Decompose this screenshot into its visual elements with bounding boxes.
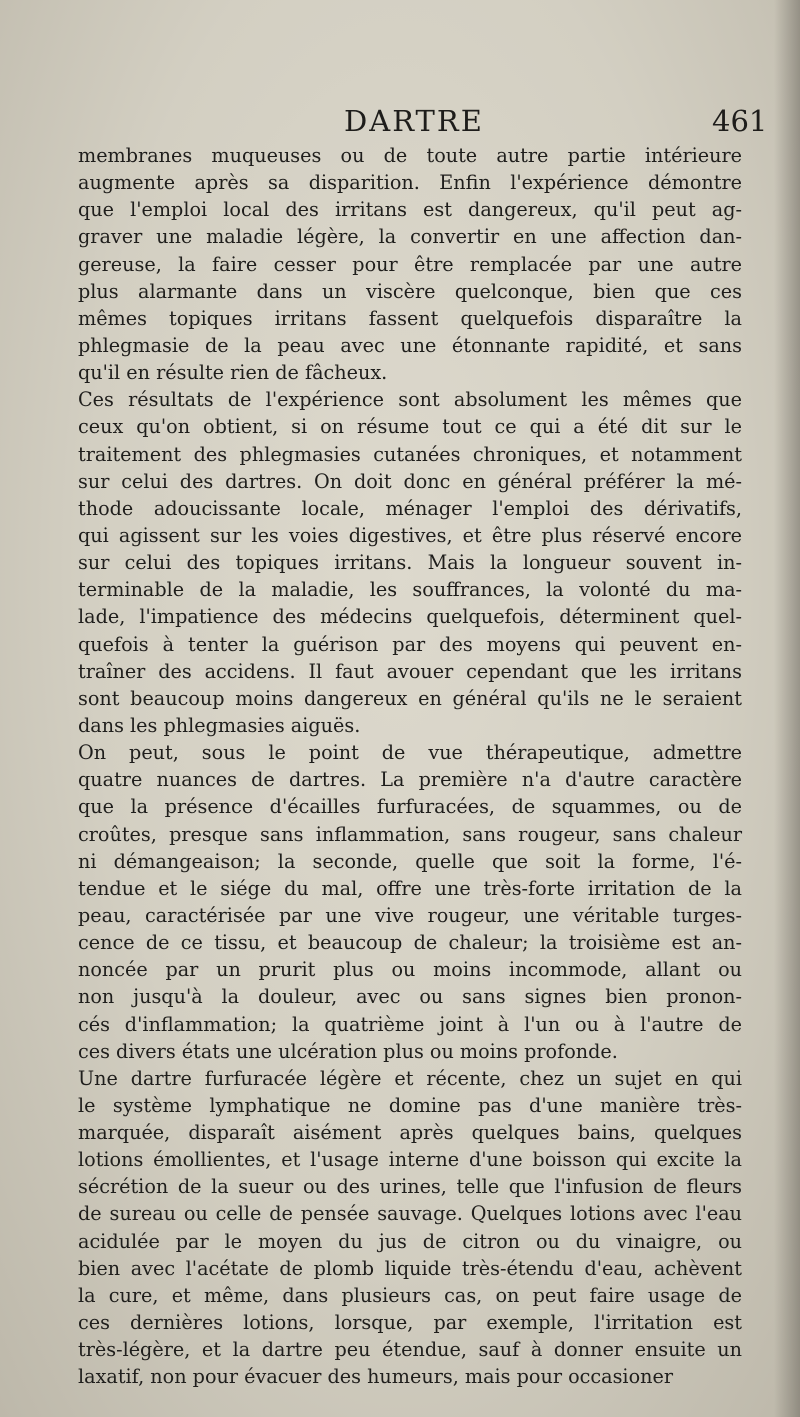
text-line: terminable de la maladie, les souffrances, la volonté du ma- bbox=[78, 578, 742, 602]
text-line: sur celui des topiques irritans. Mais la longueur souvent in- bbox=[78, 551, 742, 575]
paragraph bbox=[78, 739, 742, 1065]
text-line: membranes muqueuses ou de toute autre partie intérieure bbox=[78, 144, 742, 167]
text-line: laxatif, non pour évacuer des humeurs, mais pour occasioner bbox=[78, 1365, 673, 1389]
text-line: ni démangeaison; la seconde, quelle que soit la forme, l'é- bbox=[78, 849, 742, 873]
running-title: DARTRE bbox=[344, 104, 484, 138]
page-number: 461 bbox=[712, 104, 768, 138]
text-line: ces dernières lotions, lorsque, par exemple, l'irritation est bbox=[78, 1311, 742, 1335]
text-line: croûtes, presque sans inflammation, sans rougeur, sans chaleur bbox=[78, 822, 742, 846]
text-line: traitement des phlegmasies cutanées chroniques, et notamment bbox=[78, 442, 742, 466]
text-line: On peut, sous le point de vue thérapeutique, admettre bbox=[78, 741, 742, 765]
text-line: gereuse, la faire cesser pour être remplacée par une autre bbox=[78, 252, 742, 276]
text-line: marquée, disparaît aisément après quelques bains, quelques bbox=[78, 1121, 742, 1145]
text-line: quefois à tenter la guérison par des moyens qui peuvent en- bbox=[78, 632, 742, 656]
text-line: sécrétion de la sueur ou des urines, telle que l'infusion de fleurs bbox=[78, 1175, 742, 1199]
paragraph bbox=[78, 142, 742, 386]
text-line: dans les phlegmasies aiguës. bbox=[78, 713, 361, 737]
text-line: tendue et le siége du mal, offre une très-forte irritation de la bbox=[78, 876, 742, 900]
text-line: sur celui des dartres. On doit donc en général préférer la mé- bbox=[78, 469, 742, 493]
text-line: acidulée par le moyen du jus de citron ou du vinaigre, ou bbox=[78, 1229, 742, 1253]
paragraph bbox=[78, 1065, 742, 1391]
text-line: non jusqu'à la douleur, avec ou sans signes bien pronon- bbox=[78, 985, 742, 1009]
text-line: phlegmasie de la peau avec une étonnante rapidité, et sans bbox=[78, 333, 742, 357]
text-line: Ces résultats de l'expérience sont absolument les mêmes que bbox=[78, 388, 742, 412]
text-line: lade, l'impatience des médecins quelquefois, déterminent quel- bbox=[78, 605, 742, 629]
text-line: Une dartre furfuracée légère et récente, chez un sujet en qui bbox=[78, 1066, 742, 1090]
text-line: cés d'inflammation; la quatrième joint à l'un ou à l'autre de bbox=[78, 1012, 742, 1036]
page-header bbox=[0, 104, 800, 144]
text-line: qu'il en résulte rien de fâcheux. bbox=[78, 361, 388, 385]
text-line: qui agissent sur les voies digestives, et être plus réservé encore bbox=[78, 523, 742, 547]
text-line: la cure, et même, dans plusieurs cas, on peut faire usage de bbox=[78, 1283, 742, 1307]
text-line: graver une maladie légère, la convertir en une affection dan- bbox=[78, 225, 742, 249]
text-line: cence de ce tissu, et beaucoup de chaleur; la troisième est an- bbox=[78, 931, 742, 955]
text-line: peau, caractérisée par une vive rougeur, une véritable turges- bbox=[78, 903, 742, 927]
text-line: le système lymphatique ne domine pas d'une manière très- bbox=[78, 1093, 742, 1117]
text-line: thode adoucissante locale, ménager l'emploi des dérivatifs, bbox=[78, 496, 742, 520]
text-line: ces divers états une ulcération plus ou moins profonde. bbox=[78, 1039, 618, 1063]
text-line: de sureau ou celle de pensée sauvage. Quelques lotions avec l'eau bbox=[78, 1202, 742, 1226]
text-line: sont beaucoup moins dangereux en général qu'ils ne le seraient bbox=[78, 686, 742, 710]
text-line: ceux qu'on obtient, si on résume tout ce qui a été dit sur le bbox=[78, 415, 742, 439]
text-line: mêmes topiques irritans fassent quelquefois disparaître la bbox=[78, 306, 742, 330]
text-line: noncée par un prurit plus ou moins incommode, allant ou bbox=[78, 958, 742, 982]
text-line: que la présence d'écailles furfuracées, de squammes, ou de bbox=[78, 795, 742, 819]
text-line: quatre nuances de dartres. La première n'a d'autre caractère bbox=[78, 768, 742, 792]
text-line: que l'emploi local des irritans est dangereux, qu'il peut ag- bbox=[78, 198, 742, 222]
text-line: plus alarmante dans un viscère quelconque, bien que ces bbox=[78, 279, 742, 303]
text-line: augmente après sa disparition. Enfin l'expérience démontre bbox=[78, 171, 742, 195]
paragraph bbox=[78, 386, 742, 739]
page-gutter-shadow bbox=[774, 0, 800, 1417]
text-line: lotions émollientes, et l'usage interne d'une boisson qui excite la bbox=[78, 1148, 742, 1172]
text-line: très-légère, et la dartre peu étendue, sauf à donner ensuite un bbox=[78, 1338, 742, 1362]
text-line: bien avec l'acétate de plomb liquide très-étendu d'eau, achèvent bbox=[78, 1256, 742, 1280]
text-line: traîner des accidens. Il faut avouer cependant que les irritans bbox=[78, 659, 742, 683]
body-text bbox=[78, 142, 742, 1390]
